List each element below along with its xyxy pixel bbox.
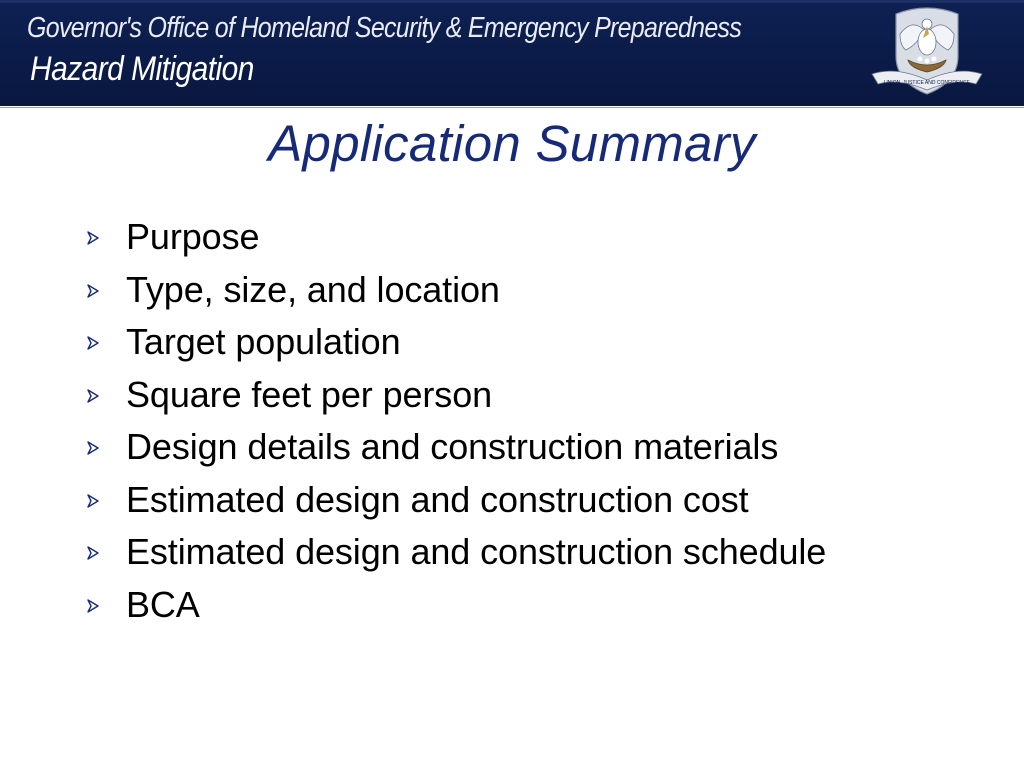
- list-item: [86, 211, 826, 264]
- bullet-text: Estimated design and construction schedule: [126, 531, 827, 573]
- bullet-text: BCA: [126, 583, 200, 625]
- bullet-text: Design details and construction materials: [126, 426, 779, 468]
- list-item: [86, 526, 826, 579]
- list-item: [86, 421, 826, 474]
- list-item: [86, 264, 826, 317]
- arrowhead-bullet-icon: [86, 492, 126, 508]
- bullet-text: Purpose: [126, 216, 260, 258]
- bullet-text: Square feet per person: [126, 373, 493, 415]
- organization-name: Governor's Office of Homeland Security & Emergency Preparedness: [27, 12, 742, 44]
- arrowhead-bullet-icon: [86, 439, 126, 455]
- louisiana-state-seal-icon: [866, 4, 988, 100]
- list-item: [86, 474, 826, 527]
- header-divider: [0, 104, 1024, 106]
- header-divider-light: [0, 107, 1024, 108]
- slide-title: Application Summary: [268, 115, 756, 172]
- department-name: Hazard Mitigation: [30, 50, 254, 88]
- bullet-text: Estimated design and construction cost: [126, 478, 749, 520]
- list-item: [86, 316, 826, 369]
- list-item: [86, 579, 826, 632]
- arrowhead-bullet-icon: [86, 229, 126, 245]
- seal-motto-text: UNION, JUSTICE AND CONFIDENCE: [884, 80, 970, 86]
- bullet-text: Target population: [126, 321, 401, 363]
- arrowhead-bullet-icon: [86, 597, 126, 613]
- arrowhead-bullet-icon: [86, 544, 126, 560]
- arrowhead-bullet-icon: [86, 282, 126, 298]
- header-top-line: [0, 0, 1024, 3]
- list-item: [86, 369, 826, 422]
- arrowhead-bullet-icon: [86, 387, 126, 403]
- arrowhead-bullet-icon: [86, 334, 126, 350]
- bullet-list: [86, 211, 826, 631]
- bullet-text: Type, size, and location: [126, 268, 500, 310]
- header-banner: [0, 0, 1024, 104]
